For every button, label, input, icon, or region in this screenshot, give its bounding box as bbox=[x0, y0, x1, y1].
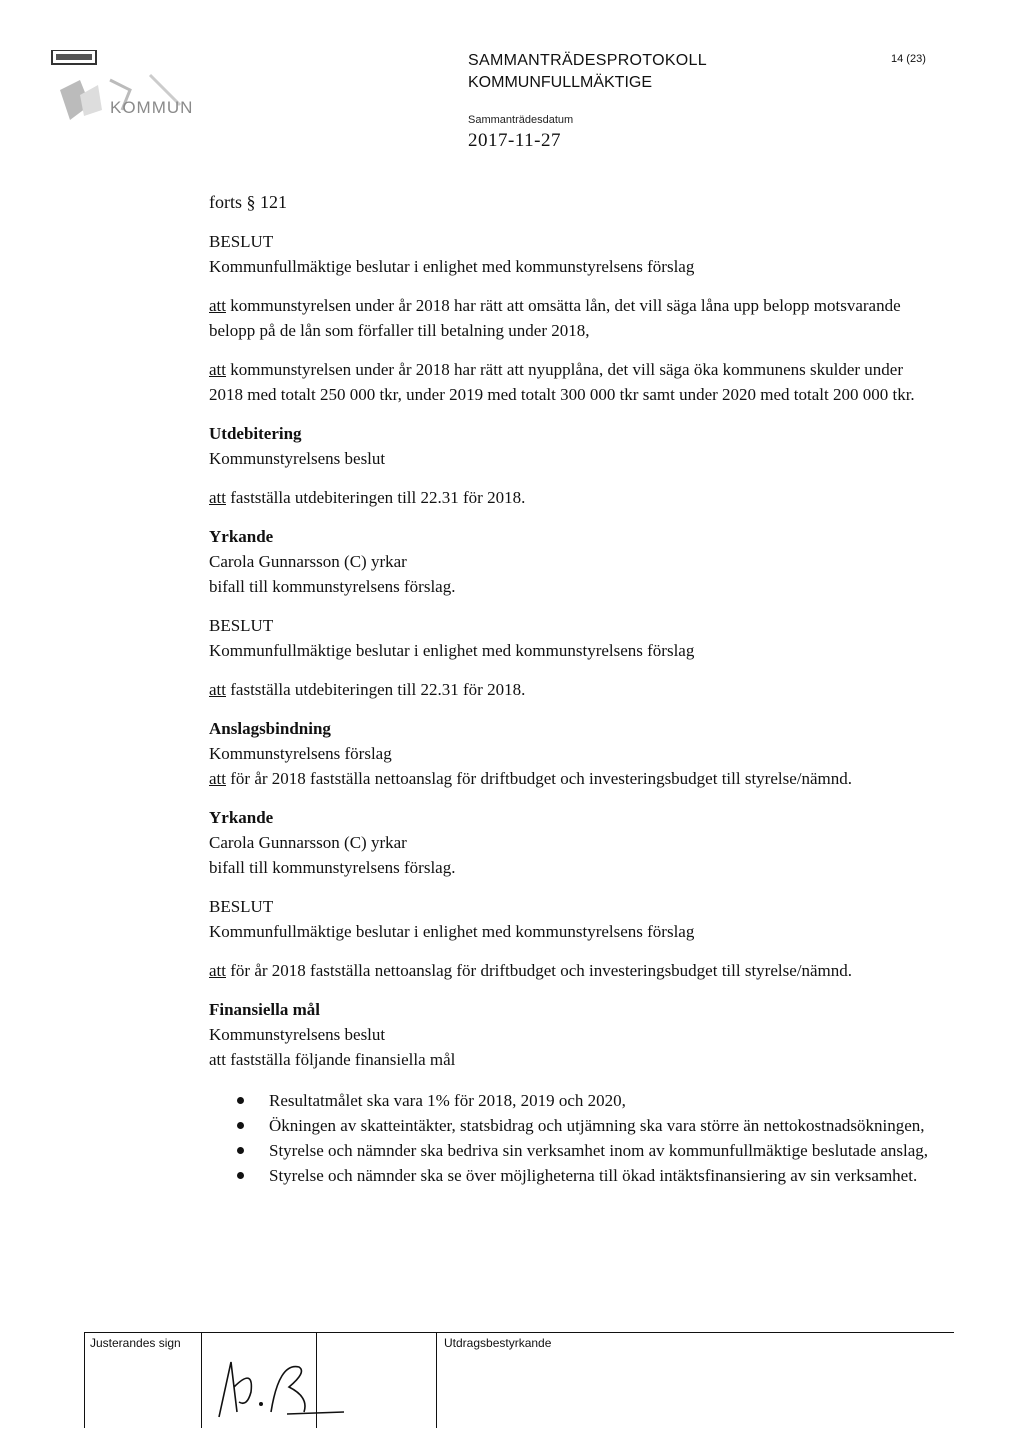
att-keyword: att bbox=[209, 360, 226, 379]
body-text: bifall till kommunstyrelsens förslag. bbox=[209, 577, 456, 596]
logo-text: KOMMUN bbox=[110, 98, 194, 117]
signature-box bbox=[84, 1332, 954, 1428]
att-clause-text: fastställa utdebiteringen till 22.31 för 2018. bbox=[226, 488, 526, 507]
att-clause bbox=[209, 485, 929, 510]
utdragsbestyrkande-label: Utdragsbestyrkande bbox=[444, 1336, 552, 1350]
signature-top-rule bbox=[84, 1332, 954, 1333]
section-heading: BESLUT bbox=[209, 616, 274, 635]
crest-icon bbox=[50, 50, 210, 140]
handwritten-signature-icon bbox=[209, 1342, 349, 1422]
section-heading: Yrkande bbox=[209, 527, 274, 546]
body-text: Kommunfullmäktige beslutar i enlighet med kommunstyrelsens förslag bbox=[209, 257, 695, 276]
att-keyword: att bbox=[209, 488, 226, 507]
body-text: bifall till kommunstyrelsens förslag. bbox=[209, 858, 456, 877]
justerandes-sign-label: Justerandes sign bbox=[90, 1336, 181, 1350]
financial-goals-list bbox=[209, 1088, 929, 1188]
att-clause bbox=[209, 293, 929, 343]
att-clause-text: fastställa utdebiteringen till 22.31 för 2018. bbox=[226, 680, 526, 699]
body-text: Kommunfullmäktige beslutar i enlighet med kommunstyrelsens förslag bbox=[209, 641, 695, 660]
signature-divider bbox=[436, 1332, 437, 1428]
section-reference: forts § 121 bbox=[209, 192, 287, 212]
document-type-title: SAMMANTRÄDESPROTOKOLL bbox=[468, 52, 707, 69]
att-clause bbox=[209, 958, 929, 983]
financial-goal-item: Styrelse och nämnder ska se över möjligheterna till ökad intäktsfinansiering av sin verksamhet. bbox=[237, 1163, 929, 1188]
att-clause bbox=[209, 357, 929, 407]
att-keyword: att bbox=[209, 961, 226, 980]
body-text: Carola Gunnarsson (C) yrkar bbox=[209, 552, 407, 571]
section-heading: Yrkande bbox=[209, 808, 274, 827]
body-text: Kommunstyrelsens beslut bbox=[209, 449, 386, 468]
att-keyword: att bbox=[209, 296, 226, 315]
att-clause-text: kommunstyrelsen under år 2018 har rätt att nyupplåna, det vill säga öka kommunens skulder under 2018 med totalt 250 000 tkr, under 2019 med totalt 300 000 tkr samt under 2020 med totalt 200 000 tkr. bbox=[209, 360, 915, 404]
att-clause bbox=[209, 766, 929, 791]
body-text: Kommunstyrelsens beslut bbox=[209, 1025, 386, 1044]
municipality-logo bbox=[50, 50, 210, 140]
financial-goal-item: Styrelse och nämnder ska bedriva sin verksamhet inom av kommunfullmäktige beslutade anslag, bbox=[237, 1138, 929, 1163]
financial-goal-item: Ökningen av skatteintäkter, statsbidrag och utjämning ska vara större än nettokostnadsökningen, bbox=[237, 1113, 929, 1138]
decision-blocks bbox=[209, 229, 929, 1072]
att-clause bbox=[209, 677, 929, 702]
signature-divider bbox=[201, 1332, 202, 1428]
section-heading: Anslagsbindning bbox=[209, 719, 331, 738]
body-text: Kommunstyrelsens förslag bbox=[209, 744, 392, 763]
att-keyword: att bbox=[209, 680, 226, 699]
section-heading: Utdebitering bbox=[209, 424, 302, 443]
signature-divider bbox=[84, 1332, 85, 1428]
att-clause-text: för år 2018 fastställa nettoanslag för driftbudget och investeringsbudget till styrelse/nämnd. bbox=[226, 961, 853, 980]
att-keyword: att bbox=[209, 769, 226, 788]
page-number: 14 (23) bbox=[891, 53, 926, 65]
body-text: Carola Gunnarsson (C) yrkar bbox=[209, 833, 407, 852]
body-name: KOMMUNFULLMÄKTIGE bbox=[468, 74, 653, 91]
financial-goal-item: Resultatmålet ska vara 1% för 2018, 2019 och 2020, bbox=[237, 1088, 929, 1113]
body-text: Kommunfullmäktige beslutar i enlighet med kommunstyrelsens förslag bbox=[209, 922, 695, 941]
meeting-date: 2017-11-27 bbox=[468, 130, 561, 151]
protocol-body bbox=[209, 190, 929, 1188]
section-heading: BESLUT bbox=[209, 897, 274, 916]
meeting-date-label: Sammanträdesdatum bbox=[468, 114, 574, 126]
section-heading: BESLUT bbox=[209, 232, 274, 251]
att-clause-text: för år 2018 fastställa nettoanslag för driftbudget och investeringsbudget till styrelse/nämnd. bbox=[226, 769, 853, 788]
att-clause-text: kommunstyrelsen under år 2018 har rätt att omsätta lån, det vill säga låna upp belopp motsvarande belopp på de lån som förfaller till betalning under 2018, bbox=[209, 296, 901, 340]
section-heading: Finansiella mål bbox=[209, 1000, 320, 1019]
body-text: att fastställa följande finansiella mål bbox=[209, 1050, 456, 1069]
